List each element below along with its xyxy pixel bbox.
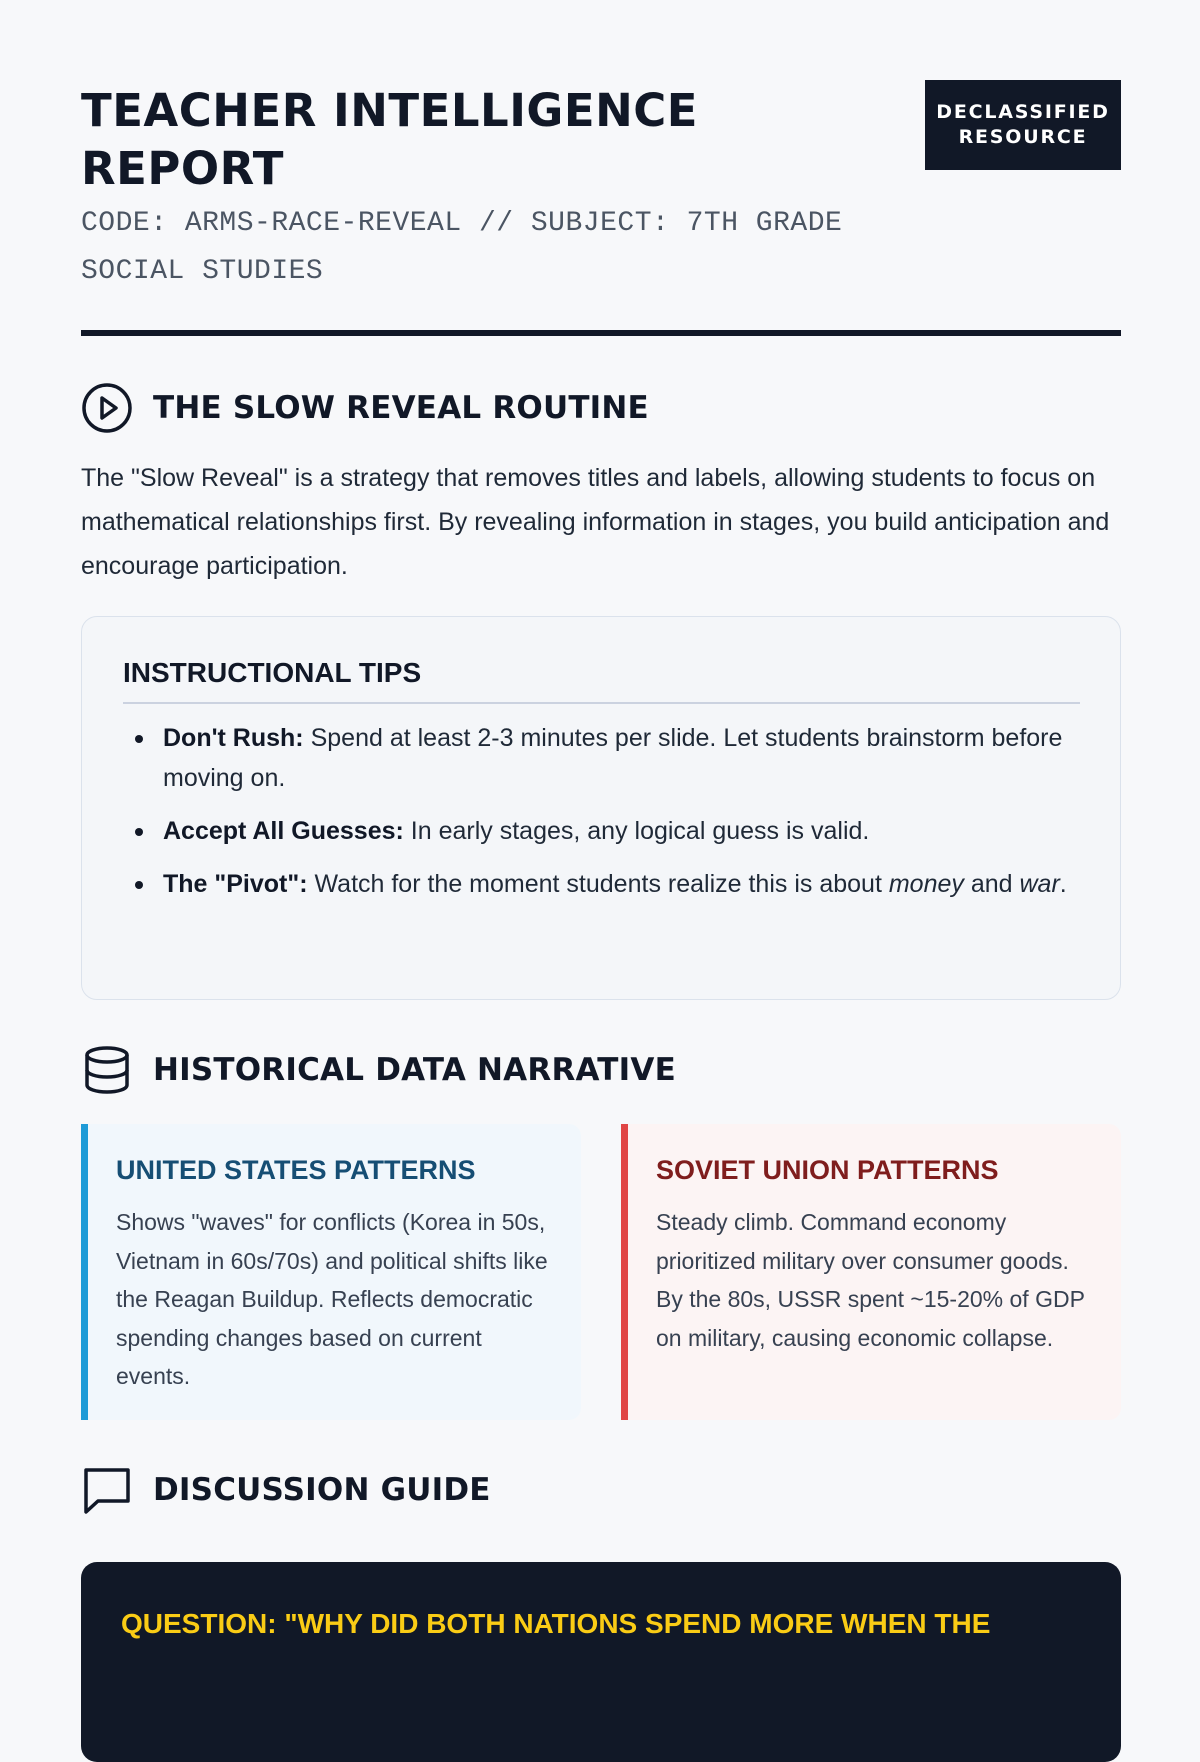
us-patterns-text: Shows "waves" for conflicts (Korea in 50s, Vietnam in 60s/70s) and political shifts like the Reagan Buildup. Reflects democratic spending changes based on current events. [116,1209,548,1389]
slow-reveal-heading [81,378,1121,438]
tip-label: The "Pivot": [163,870,308,898]
tip-label: Don't Rush: [163,724,304,752]
tip-text: In early stages, any logical guess is valid. [403,817,870,845]
tips-list [123,718,1080,904]
play-circle-icon [81,382,133,434]
slow-reveal-intro: The "Slow Reveal" is a strategy that removes titles and labels, allowing students to focus on mathematical relationships first. By revealing information in stages, you build anticipation and encourage participation. [81,464,1110,580]
soviet-patterns-text: Steady climb. Command economy prioritized military over consumer goods. By the 80s, USSR spent ~15-20% of GDP on military, causing economic collapse. [656,1209,1085,1351]
tip-text: and [963,870,1020,898]
badge-line-1: DECLASSIFIED [936,101,1110,123]
bullet-icon [135,881,143,889]
slow-reveal-title: THE SLOW REVEAL ROUTINE [153,390,649,426]
tips-title: INSTRUCTIONAL TIPS [123,657,1080,704]
tip-text: . [1059,870,1067,898]
soviet-patterns-title: SOVIET UNION PATTERNS [656,1155,999,1185]
us-patterns-title: UNITED STATES PATTERNS [116,1155,476,1185]
report-content [81,0,1121,1762]
list-item [123,811,1080,851]
report-title: TEACHER INTELLIGENCE REPORT [81,84,699,195]
us-patterns-card [81,1124,581,1420]
report-header [81,0,1121,336]
declassified-badge [925,80,1121,170]
bullet-icon [135,735,143,743]
bullet-icon [135,828,143,836]
tip-emphasis-money: money [888,870,964,898]
tip-label: Accept All Guesses: [163,817,404,845]
database-icon [81,1044,133,1096]
discussion-question: QUESTION: "WHY DID BOTH NATIONS SPEND MORE WHEN THE [121,1608,991,1639]
header-divider [81,330,1121,336]
badge-line-2: RESOURCE [958,126,1088,148]
tip-text: Spend at least 2-3 minutes per slide. Let students brainstorm before moving on. [163,724,1063,792]
narrative-title: HISTORICAL DATA NARRATIVE [153,1052,676,1088]
discussion-question-card [81,1562,1121,1762]
tip-text: Watch for the moment students realize this is about [307,870,889,898]
soviet-patterns-card [621,1124,1121,1420]
discussion-title: DISCUSSION GUIDE [153,1472,491,1508]
tip-emphasis-war: war [1019,870,1060,898]
patterns-grid [81,1124,1121,1420]
chat-bubble-icon [81,1464,133,1516]
list-item [123,864,1080,904]
instructional-tips-box [81,616,1121,1000]
report-code-line: CODE: ARMS-RACE-REVEAL // SUBJECT: 7TH GRADE SOCIAL STUDIES [81,208,843,287]
narrative-heading [81,1040,1121,1100]
discussion-heading [81,1460,1121,1520]
list-item [123,718,1080,798]
